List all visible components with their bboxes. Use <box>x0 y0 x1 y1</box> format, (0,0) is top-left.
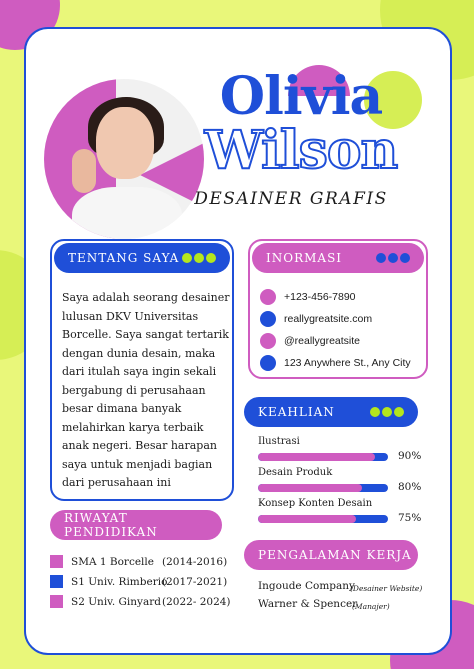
info-box <box>248 239 428 379</box>
edu-school-2: S2 Univ. Ginyard <box>71 595 161 608</box>
resume-card <box>24 27 452 655</box>
exp-company-1: Warner & Spencer <box>258 598 358 610</box>
skill-pct-0: 90% <box>398 450 422 462</box>
skill-fill-2 <box>258 515 356 523</box>
job-title: DESAINER GRAFIS <box>194 189 388 209</box>
edu-row-2 <box>50 595 161 608</box>
info-social[interactable] <box>260 333 360 349</box>
edu-year-0: (2014-2016) <box>162 556 228 568</box>
info-social-text: @reallygreatsite <box>284 335 361 347</box>
edu-school-1: S1 Univ. Rimberio <box>71 575 168 588</box>
info-address-text: 123 Anywhere St., Any City <box>284 357 411 369</box>
education-title: RIWAYAT PENDIDIKAN <box>64 511 158 539</box>
skill-label-1: Desain Produk <box>258 467 333 478</box>
info-pill <box>252 243 424 273</box>
skill-label-2: Konsep Konten Desain <box>258 498 373 509</box>
phone-bullet-icon <box>260 289 276 305</box>
skill-pct-1: 80% <box>398 481 422 493</box>
photo-sweater <box>72 187 182 239</box>
exp-company-0: Ingoude Company <box>258 580 355 592</box>
skills-title: KEAHLIAN <box>258 405 335 419</box>
edu-year-1: (2017-2021) <box>162 576 228 588</box>
edu-year-2: (2022- 2024) <box>162 596 231 608</box>
about-text: Saya adalah seorang desainer lulusan DKV Universitas Borcelle. Saya sangat tertarik dengan dunia desain, maka dari itulah saya ingin sekali bergabung di perusahaan besar dimana banyak melahirkan karya terbaik anak negeri. Besar harapan saya untuk menjadi bagian dari perusahaan ini <box>62 291 230 489</box>
info-address <box>260 355 411 371</box>
info-website[interactable] <box>260 311 372 327</box>
last-name: Wilson <box>204 120 398 181</box>
info-phone-text: +123-456-7890 <box>284 291 356 303</box>
first-name: Olivia <box>219 66 383 127</box>
education-pill <box>50 510 222 540</box>
info-website-text: reallygreatsite.com <box>284 313 373 325</box>
address-bullet-icon <box>260 355 276 371</box>
edu-square-0 <box>50 555 63 568</box>
photo-face <box>96 107 154 179</box>
skill-fill-0 <box>258 453 375 461</box>
about-dots <box>182 253 216 263</box>
exp-role-0: (Desainer Website) <box>350 584 423 593</box>
skill-bar-0 <box>258 453 388 461</box>
about-box <box>50 239 234 501</box>
skills-dots <box>370 407 404 417</box>
edu-square-1 <box>50 575 63 588</box>
info-dots <box>376 253 410 263</box>
skill-label-0: Ilustrasi <box>258 436 300 447</box>
skills-pill <box>244 397 418 427</box>
skill-pct-2: 75% <box>398 512 422 524</box>
photo-hand <box>72 149 96 193</box>
edu-row-1 <box>50 575 167 588</box>
edu-square-2 <box>50 595 63 608</box>
edu-school-0: SMA 1 Borcelle <box>71 555 154 568</box>
skill-fill-1 <box>258 484 362 492</box>
info-title: INORMASI <box>266 251 343 265</box>
experience-title: PENGALAMAN KERJA <box>258 548 412 562</box>
experience-pill <box>244 540 418 570</box>
website-bullet-icon <box>260 311 276 327</box>
about-title: TENTANG SAYA <box>68 251 180 265</box>
edu-row-0 <box>50 555 154 568</box>
social-bullet-icon <box>260 333 276 349</box>
skill-bar-1 <box>258 484 388 492</box>
exp-role-1: (Manajer) <box>352 602 390 611</box>
skill-bar-2 <box>258 515 388 523</box>
about-pill <box>54 243 230 273</box>
info-phone[interactable] <box>260 289 356 305</box>
